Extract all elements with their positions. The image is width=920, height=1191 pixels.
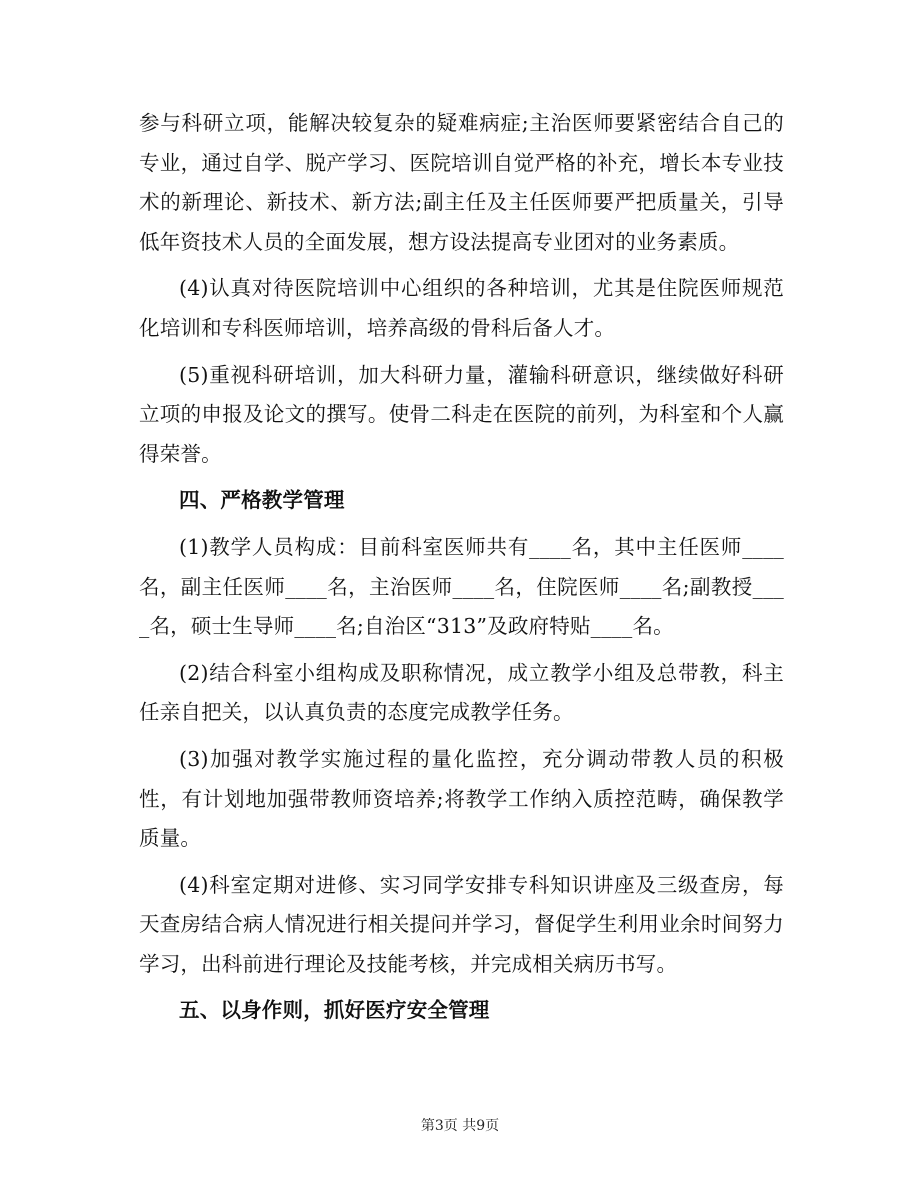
- paragraph-item-5-research: (5)重视科研培训，加大科研力量，灌输科研意识，继续做好科研立项的申报及论文的撰写。使骨二科走在医院的前列，为科室和个人赢得荣誉。: [139, 362, 784, 466]
- paragraph-teaching-2-group: (2)结合科室小组构成及职称情况，成立教学小组及总带教，科主任亲自把关，以认真负责的态度完成教学任务。: [139, 660, 784, 725]
- page-number-footer: 第3页 共9页: [420, 1118, 500, 1134]
- paragraph-continuation: 参与科研立项，能解决较复杂的疑难病症;主治医师要紧密结合自己的专业，通过自学、脱产学习、医院培训自觉严格的补充，增长本专业技术的新理论、新技术、新方法;副主任及主任医师要严把质量关，引导低年资技术人员的全面发展，想方设法提高专业团对的业务素质。: [139, 111, 784, 254]
- paragraph-item-4-training: (4)认真对待医院培训中心组织的各种培训，尤其是住院医师规范化培训和专科医师培训，培养高级的骨科后备人才。: [139, 276, 784, 340]
- section-heading-safety: 五、以身作则，抓好医疗安全管理: [179, 998, 490, 1023]
- paragraph-teaching-3-monitoring: (3)加强对教学实施过程的量化监控，充分调动带教人员的积极性，有计划地加强带教师资培养;将教学工作纳入质控范畴，确保教学质量。: [139, 746, 784, 851]
- paragraph-teaching-1-staff: (1)教学人员构成：目前科室医师共有____名，其中主任医师____名，副主任医师____名，主治医师____名，住院医师____名;副教授____名，硕士生导师____名;自治区“313”及政府特贴____名。: [139, 534, 784, 639]
- document-body: [139, 104, 784, 1038]
- paragraph-teaching-4-lectures: (4)科室定期对进修、实习同学安排专科知识讲座及三级查房，每天查房结合病人情况进行相关提问并学习，督促学生利用业余时间努力学习，出科前进行理论及技能考核，并完成相关病历书写。: [139, 872, 784, 976]
- section-heading-teaching: 四、严格教学管理: [179, 488, 345, 513]
